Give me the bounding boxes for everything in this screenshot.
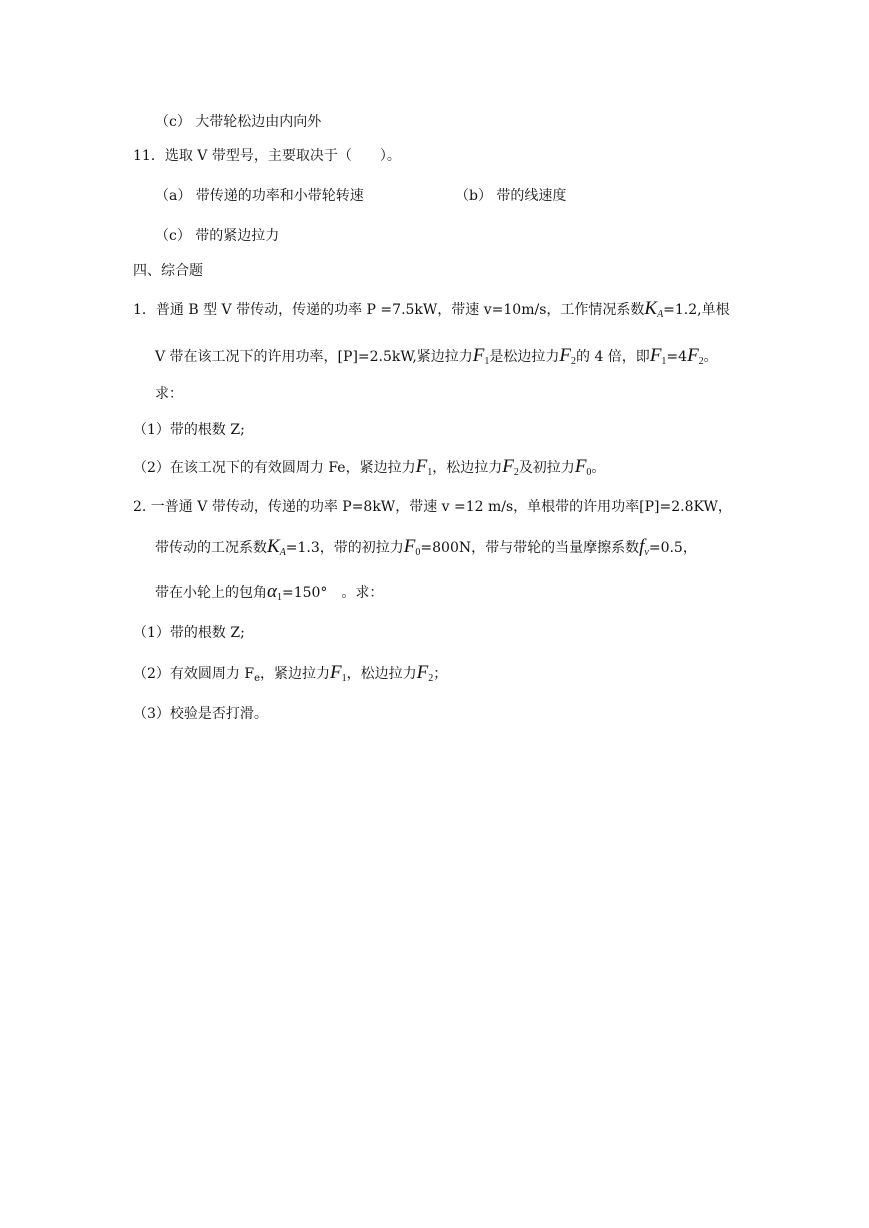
problem-1-sub-2: （2）在该工况下的有效圆周力 Fe，紧边拉力$F_1$，松边拉力$F_2$及初拉力$F_0$。	[133, 456, 606, 478]
problem-2-sub-2: （2）有效圆周力 $F_e$，紧边拉力$F_1$，松边拉力$F_2$；	[133, 662, 448, 684]
section-heading: 四、综合题	[133, 263, 203, 279]
problem-2-sub-1: （1）带的根数 Z;	[133, 625, 245, 641]
math-F2: $F_2$	[687, 345, 704, 367]
problem-2-sub-3: （3）校验是否打滑。	[133, 706, 268, 722]
math-F0: $F_0$	[574, 456, 592, 478]
option-a: （a） 带传递的功率和小带轮转速	[155, 188, 364, 204]
option-c: （c） 带的紧边拉力	[155, 228, 280, 244]
problem-2-line-3: 带在小轮上的包角$\alpha_1=150^\circ$ 。求：	[155, 581, 384, 603]
math-alpha-1: $\alpha_1$	[267, 581, 282, 603]
problem-1-line-2: V 带在该工况下的许用功率，[P]=2.5kW,紧边拉力$F_1$是松边拉力$F_2$的 4 倍，即$F_1=4F_2$。	[155, 345, 718, 367]
math-F1: $F_1$	[472, 345, 490, 367]
question-11: 11．选取 V 带型号，主要取决于（ ）。	[133, 148, 401, 164]
option-c-prev: （c） 大带轮松边由内向外	[155, 114, 322, 130]
math-F2: $F_2$	[416, 662, 434, 684]
problem-2-line-1: 2. 一普通 V 带传动，传递的功率 P=8kW，带速 v =12 m/s，单根带的许用功率[P]=2.8KW，	[133, 499, 732, 515]
math-F2: $F_2$	[502, 456, 519, 478]
math-F0: $F_0$	[403, 536, 421, 558]
math-F2: $F_2$	[559, 345, 576, 367]
math-K-A: KA	[267, 536, 286, 558]
math-K-A: KA	[644, 298, 664, 320]
problem-1-line-1: 1．普通 B 型 V 带传动，传递的功率 P =7.5kW，带速 v=10m/s，工作情况系数KA=1.2,单根	[133, 298, 730, 320]
problem-1-ask: 求：	[155, 386, 183, 402]
math-F1: $F_1$	[649, 345, 667, 367]
math-F1: $F_1$	[330, 662, 347, 684]
problem-1-sub-1: （1）带的根数 Z;	[133, 422, 245, 438]
math-F1: $F_1$	[415, 456, 433, 478]
option-b: （b） 带的线速度	[455, 188, 567, 204]
problem-2-line-2: 带传动的工况系数KA=1.3，带的初拉力$F_0=800N$，带与带轮的当量摩擦系数fv=0.5，	[155, 536, 697, 558]
math-f-v: fv	[639, 536, 649, 558]
